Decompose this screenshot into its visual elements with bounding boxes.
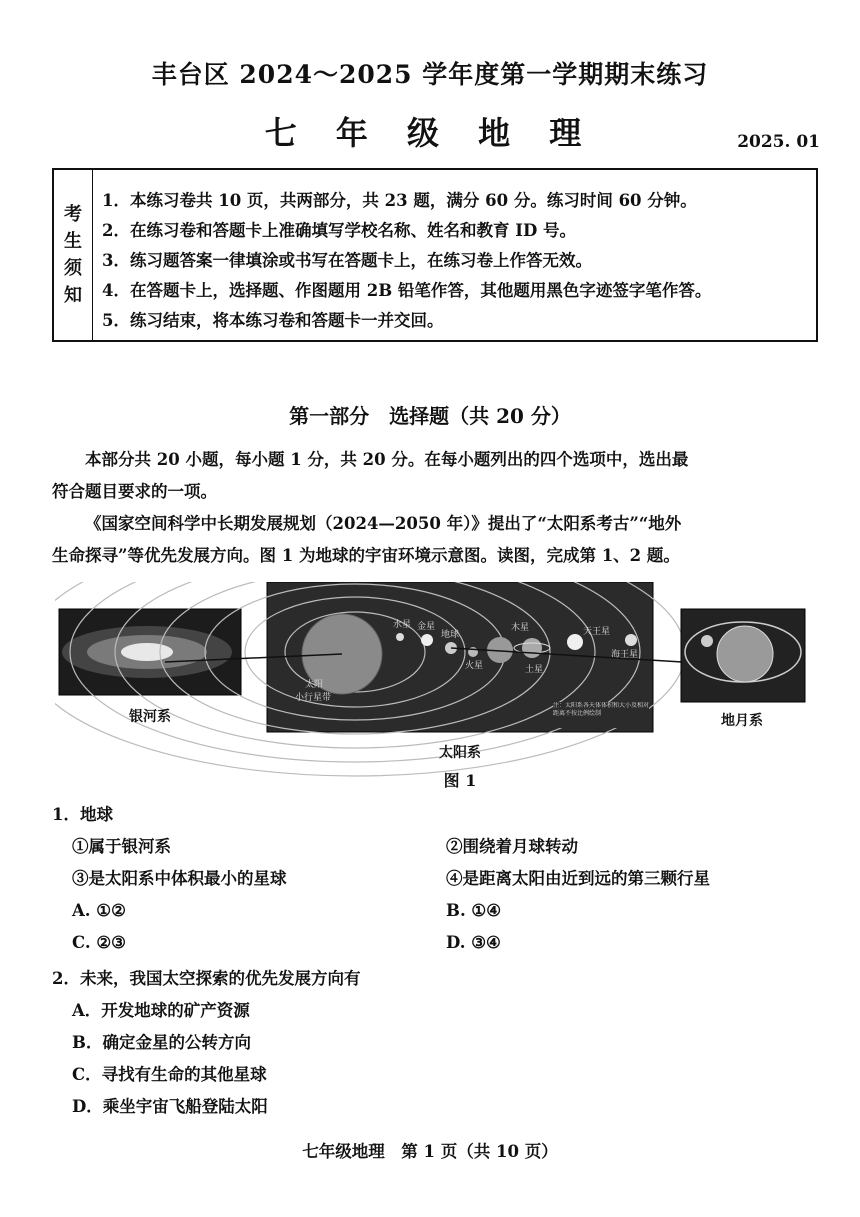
notice-heading-char: 知 <box>64 285 82 306</box>
part1-title: 第一部分 选择题（共 20 分） <box>289 404 571 428</box>
notice-heading <box>54 170 93 340</box>
q2-option-b: B．确定金星的公转方向 <box>72 1033 251 1052</box>
notice-list <box>102 186 812 336</box>
subject-title: 七 年 级 地 理 <box>264 114 596 152</box>
q1-stem: 1．地球 <box>52 805 113 824</box>
galaxy-core <box>121 643 173 661</box>
q1-statement-1: ①属于银河系 <box>72 837 171 856</box>
notice-heading-char: 须 <box>64 258 82 279</box>
mercury-icon <box>396 633 404 641</box>
venus-label: 金星 <box>417 622 436 632</box>
part1-instruction-line1: 本部分共 20 小题，每小题 1 分，共 20 分。在每小题列出的四个选项中，选出最 <box>85 450 689 469</box>
neptune-icon <box>625 634 637 646</box>
q1-option-c: C. ②③ <box>72 933 126 952</box>
intro-line2: 生命探寻”等优先发展方向。图 1 为地球的宇宙环境示意图。读图，完成第 1、2 题。 <box>52 546 680 565</box>
exam-date: 2025. 01 <box>737 132 820 152</box>
q2-option-d: D．乘坐宇宙飞船登陆太阳 <box>72 1097 268 1116</box>
q1-option-d: D. ③④ <box>446 933 501 952</box>
q2-stem: 2．未来，我国太空探索的优先发展方向有 <box>52 969 361 988</box>
notice-item: 2．在练习卷和答题卡上准确填写学校名称、姓名和教育 ID 号。 <box>102 221 576 240</box>
jupiter-label: 木星 <box>511 623 530 633</box>
q1-option-b: B. ①④ <box>446 901 502 920</box>
intro-line1: 《国家空间科学中长期发展规划（2024—2050 年）》提出了“太阳系考古”“地外 <box>85 514 682 533</box>
q1-option-a: A. ①② <box>72 901 126 920</box>
earthmoon-label: 地月系 <box>721 713 763 729</box>
notice-heading-char: 生 <box>64 231 82 252</box>
saturn-icon <box>522 638 542 658</box>
notice-item: 5．练习结束，将本练习卷和答题卡一并交回。 <box>102 311 444 330</box>
figure-caption: 图 1 <box>443 771 477 790</box>
q2-option-c: C．寻找有生命的其他星球 <box>72 1065 267 1084</box>
sun-label: 太阳 <box>305 680 324 690</box>
notice-box <box>52 168 818 342</box>
q1-statement-3: ③是太阳系中体积最小的星球 <box>72 869 287 888</box>
q1-statement-4: ④是距离太阳由近到远的第三颗行星 <box>446 869 710 888</box>
notice-heading-char: 考 <box>64 204 82 225</box>
uranus-icon <box>567 634 583 650</box>
mercury-label: 水星 <box>393 620 412 630</box>
uranus-label: 天王星 <box>583 627 611 637</box>
part1-instruction-line2: 符合题目要求的一项。 <box>52 482 217 501</box>
mars-label: 火星 <box>465 661 484 671</box>
earth-globe-icon <box>717 626 773 682</box>
figure-note: 注：太阳系各天体体积和大小及相对距离不按比例绘制 <box>553 702 649 717</box>
earth-label: 地球 <box>441 630 460 640</box>
notice-item: 1．本练习卷共 10 页，共两部分，共 23 题，满分 60 分。练习时间 60 分钟。 <box>102 191 697 210</box>
asteroid-belt-label: 小行星带 <box>295 693 332 703</box>
figure-1 <box>55 582 825 792</box>
galaxy-label: 银河系 <box>129 709 171 725</box>
neptune-label: 海王星 <box>611 650 639 660</box>
venus-icon <box>421 634 433 646</box>
solar-label: 太阳系 <box>439 745 481 761</box>
q1-statement-2: ②围绕着月球转动 <box>446 837 578 856</box>
moon-icon <box>701 635 713 647</box>
note-text-wrap <box>553 702 649 730</box>
notice-item: 3．练习题答案一律填涂或书写在答题卡上，在练习卷上作答无效。 <box>102 251 592 270</box>
exam-title: 丰台区 2024～2025 学年度第一学期期末练习 <box>151 60 709 89</box>
saturn-label: 土星 <box>525 665 544 675</box>
q2-option-a: A．开发地球的矿产资源 <box>72 1001 250 1020</box>
page-footer: 七年级地理 第 1 页（共 10 页） <box>302 1142 558 1161</box>
notice-item: 4．在答题卡上，选择题、作图题用 2B 铅笔作答，其他题用黑色字迹签字笔作答。 <box>102 281 712 300</box>
